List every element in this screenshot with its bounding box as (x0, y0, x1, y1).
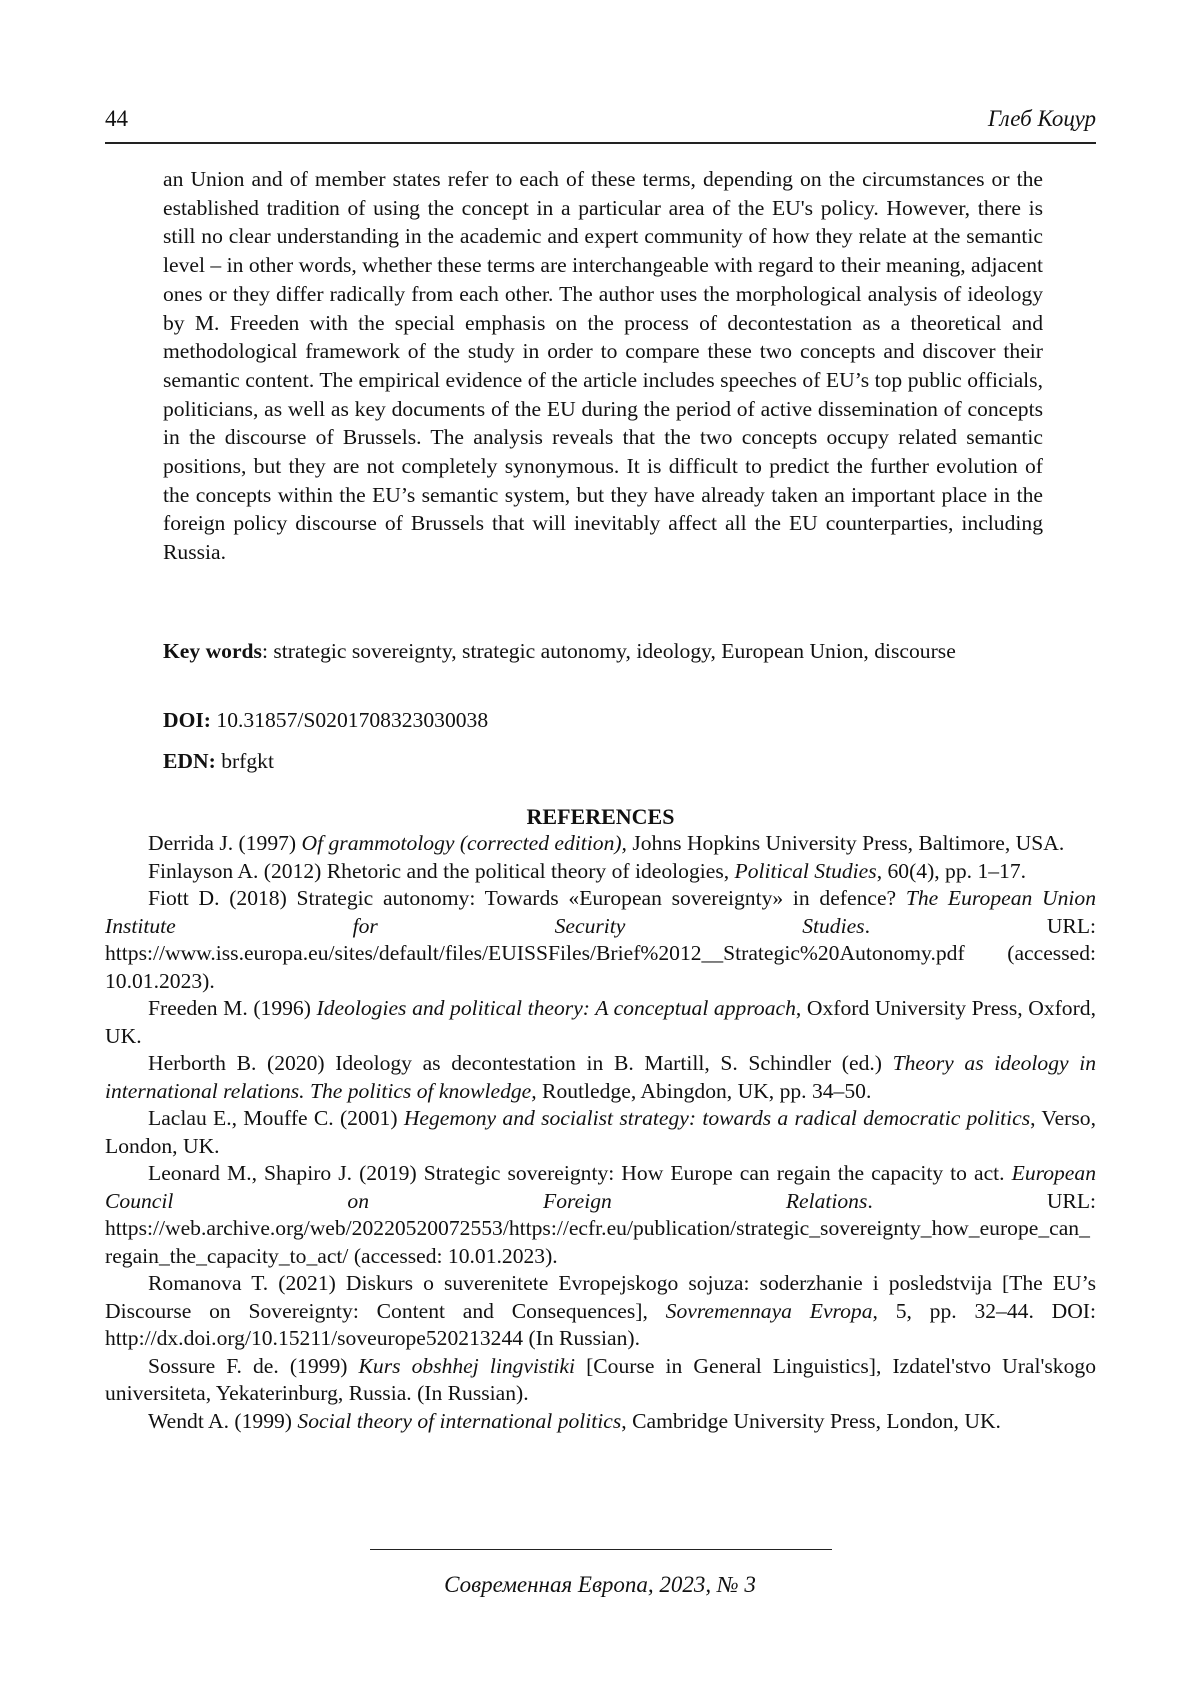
reference-text: Finlayson A. (2012) Rhetoric and the political theory of ideologies, (148, 858, 735, 883)
reference-item (105, 1353, 1096, 1408)
reference-text: Herborth B. (2020) Ideology as decontestation in B. Martill, S. Schindler (ed.) (148, 1051, 893, 1075)
reference-title-italic: Sovremennaya Evropa (665, 1298, 873, 1323)
reference-text: Derrida J. (1997) (148, 831, 302, 855)
reference-text: Freeden M. (1996) (148, 996, 317, 1020)
reference-title-italic: Theory as ideology in international relations. The politics of knowledge, (105, 1051, 1096, 1103)
reference-text: [Course in General Linguistics], Izdatel'stvo Ural'skogo universiteta, Yekaterinburg, Russia. (In Russian). (105, 1353, 1096, 1405)
reference-item (105, 858, 1096, 886)
reference-title-italic: Kurs obshhej lingvistiki (358, 1353, 576, 1378)
header-divider (105, 142, 1096, 144)
reference-text: . URL: https://www.iss.europa.eu/sites/default/files/EUISSFiles/Brief%2012__Strategic%20Autonomy.pdf (accessed: 10.01.2023). (105, 913, 1097, 993)
references-list (105, 830, 1096, 1435)
reference-text: Laclau E., Mouffe C. (2001) (148, 1106, 404, 1130)
reference-item (105, 1408, 1096, 1436)
reference-title-italic: Ideologies and political theory: A conceptual approach (316, 996, 796, 1020)
references-title: REFERENCES (526, 804, 675, 829)
reference-item (105, 885, 1096, 995)
reference-title-italic: Political Studies (734, 858, 877, 883)
edn (163, 747, 1043, 776)
doi (163, 706, 1043, 735)
keywords-text: : strategic sovereignty, strategic autonomy, ideology, European Union, discourse (261, 639, 956, 663)
reference-title-italic: Of grammotology (corrected edition), (301, 831, 627, 855)
reference-text: Leonard M., Shapiro J. (2019) Strategic sovereignty: How Europe can regain the capacity to act. (148, 1161, 1012, 1185)
reference-text: , Cambridge University Press, London, UK. (621, 1408, 1001, 1433)
reference-text: , Verso, London, UK. (105, 1106, 1096, 1158)
reference-item (105, 830, 1096, 858)
reference-text: , Oxford University Press, Oxford, UK. (105, 996, 1096, 1048)
doi-value: 10.31857/S0201708323030038 (211, 708, 489, 732)
running-head-author: Глеб Коцур (987, 106, 1096, 131)
reference-title-italic: Hegemony and socialist strategy: towards a radical democratic politics (403, 1106, 1031, 1130)
reference-text: Wendt A. (1999) (148, 1408, 298, 1433)
journal-footer: Современная Европа, 2023, № 3 (444, 1572, 756, 1597)
reference-title-italic: Social theory of international politics (297, 1408, 622, 1433)
doi-label: DOI: (163, 708, 211, 732)
reference-text: , 5, pp. 32–44. DOI: http://dx.doi.org/10.15211/soveurope520213244 (In Russian). (105, 1298, 1096, 1350)
reference-text: Romanova T. (2021) Diskurs o suverenitete Evropejskogo sojuza: soderzhanie i posledstvija [The EU’s Discourse on Sovereignty: Content and Consequences], (105, 1271, 1096, 1323)
page-number: 44 (105, 106, 128, 131)
reference-item (105, 995, 1096, 1050)
reference-item (105, 1050, 1096, 1105)
reference-title-italic: European Council on Foreign Relations (105, 1161, 1096, 1213)
reference-text: , 60(4), pp. 1–17. (876, 858, 1027, 883)
reference-item (105, 1270, 1096, 1353)
abstract-text: an Union and of member states refer to each of these terms, depending on the circumstances or the established tradition of using the concept in a particular area of the EU's policy. However, there is still no clear understanding in the academic and expert community of how they relate at the semantic level – in other words, whether these terms are interchangeable with regard to their meaning, adjacent ones or they differ radically from each other. The author uses the morphological analysis of ideology by M. Freeden with the special emphasis on the process of decontestation as a theoretical and methodological framework of the study in order to compare these two concepts and discover their semantic content. The empirical evidence of the article includes speeches of EU’s top public officials, politicians, as well as key documents of the EU during the period of active dissemination of concepts in the discourse of Brussels. The analysis reveals that the two concepts occupy related semantic positions, but they are not completely synonymous. It is difficult to predict the further evolution of the concepts within the EU’s semantic system, but they have already taken an important place in the foreign policy discourse of Brussels that will inevitably affect all the EU counterparties, including Russia. (163, 167, 1043, 565)
footer-divider (370, 1549, 832, 1550)
keywords-label: Key words (163, 639, 262, 663)
reference-text: Routledge, Abingdon, UK, pp. 34–50. (536, 1078, 872, 1103)
reference-title-italic: The European Union Institute for Security Studies (105, 886, 1096, 938)
reference-text: Sossure F. de. (1999) (148, 1353, 359, 1378)
keywords (163, 637, 1043, 666)
edn-label: EDN: (163, 749, 216, 773)
reference-item (105, 1160, 1096, 1270)
reference-item (105, 1105, 1096, 1160)
reference-text: Fiott D. (2018) Strategic autonomy: Towards «European sovereignty» in defence? (148, 886, 906, 910)
reference-text: Johns Hopkins University Press, Baltimore, USA. (626, 831, 1065, 855)
edn-value: brfgkt (215, 749, 274, 773)
reference-text: . URL: https://web.archive.org/web/20220520072553/https://ecfr.eu/publication/strategic_sovereignty_how_europe_can_regain_the_capacity_to_act/ (accessed: 10.01.2023). (105, 1188, 1097, 1268)
